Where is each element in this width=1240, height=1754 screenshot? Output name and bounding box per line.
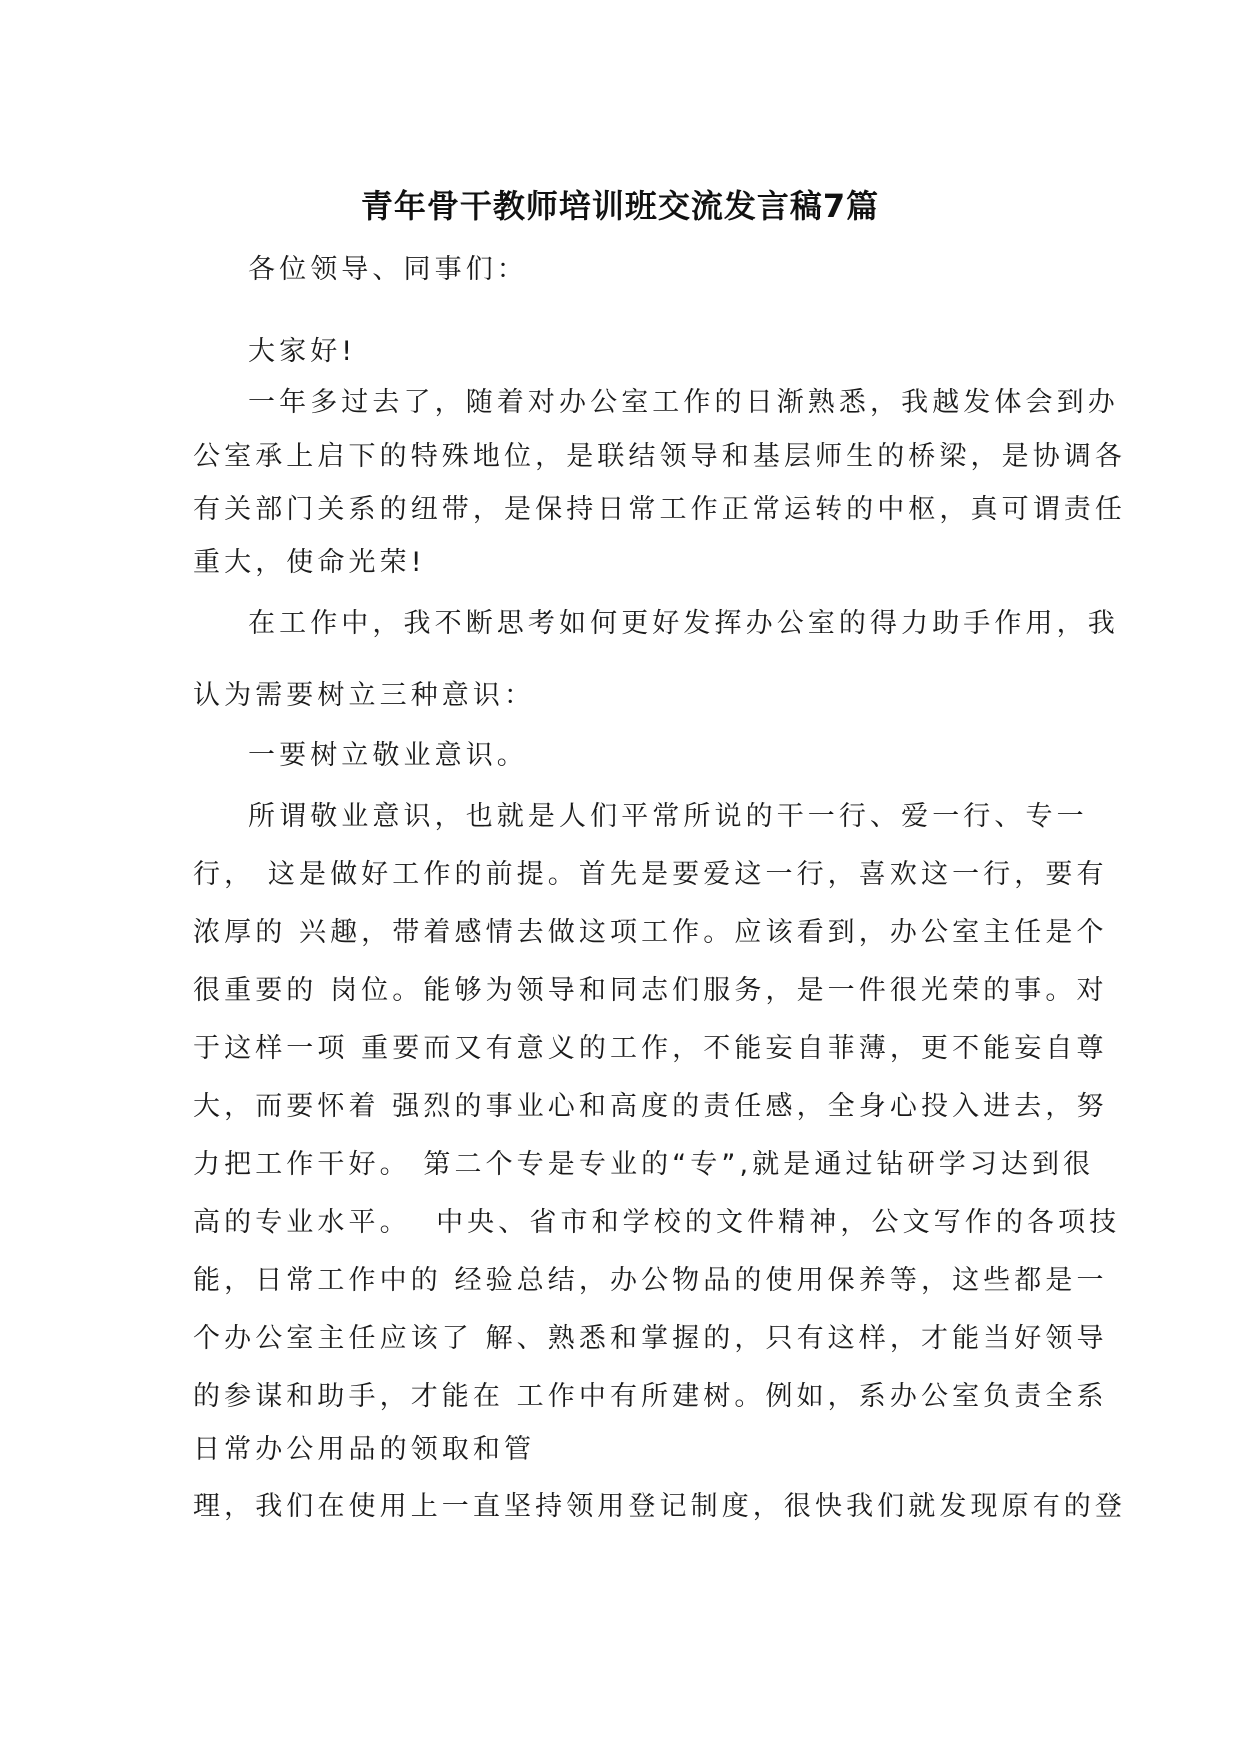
body-line: 理，我们在使用上一直坚持领用登记制度，很快我们就发现原有的登 [193, 1491, 1126, 1522]
body-line: 在工作中，我不断思考如何更好发挥办公室的得力助手作用，我 [248, 608, 1119, 639]
body-line: 日常办公用品的领取和管 [193, 1434, 536, 1465]
body-line: 行， 这是做好工作的前提。首先是要爱这一行，喜欢这一行，要有 [193, 859, 1108, 890]
body-line: 个办公室主任应该了 解、熟悉和掌握的，只有这样，才能当好领导 [193, 1323, 1108, 1354]
salutation-line: 各位领导、同事们： [248, 254, 528, 285]
body-line: 的参谋和助手，才能在 工作中有所建树。例如，系办公室负责全系 [193, 1381, 1108, 1412]
document-title: 青年骨干教师培训班交流发言稿7篇 [360, 187, 880, 225]
body-line: 浓厚的 兴趣，带着感情去做这项工作。应该看到，办公室主任是个 [193, 917, 1108, 948]
body-line: 认为需要树立三种意识： [193, 680, 536, 711]
body-line: 有关部门关系的纽带，是保持日常工作正常运转的中枢，真可谓责任 [193, 494, 1126, 525]
section-heading-line: 一要树立敬业意识。 [248, 740, 528, 771]
body-line: 能，日常工作中的 经验总结，办公物品的使用保养等，这些都是一 [193, 1265, 1108, 1296]
body-line: 力把工作干好。 第二个专是专业的“专”,就是通过钻研学习达到很 [193, 1149, 1095, 1180]
greeting-line: 大家好! [248, 336, 357, 367]
body-line: 于这样一项 重要而又有意义的工作，不能妄自菲薄，更不能妄自尊 [193, 1033, 1108, 1064]
body-line: 重大，使命光荣! [193, 547, 426, 578]
body-line: 一年多过去了，随着对办公室工作的日渐熟悉，我越发体会到办 [248, 387, 1119, 418]
body-line: 所谓敬业意识，也就是人们平常所说的干一行、爱一行、专一 [248, 801, 1088, 832]
body-line: 高的专业水平。 中央、省市和学校的文件精神，公文写作的各项技 [193, 1207, 1121, 1238]
body-line: 公室承上启下的特殊地位，是联结领导和基层师生的桥梁，是协调各 [193, 441, 1126, 472]
body-line: 大，而要怀着 强烈的事业心和高度的责任感，全身心投入进去，努 [193, 1091, 1108, 1122]
body-line: 很重要的 岗位。能够为领导和同志们服务，是一件很光荣的事。对 [193, 975, 1108, 1006]
